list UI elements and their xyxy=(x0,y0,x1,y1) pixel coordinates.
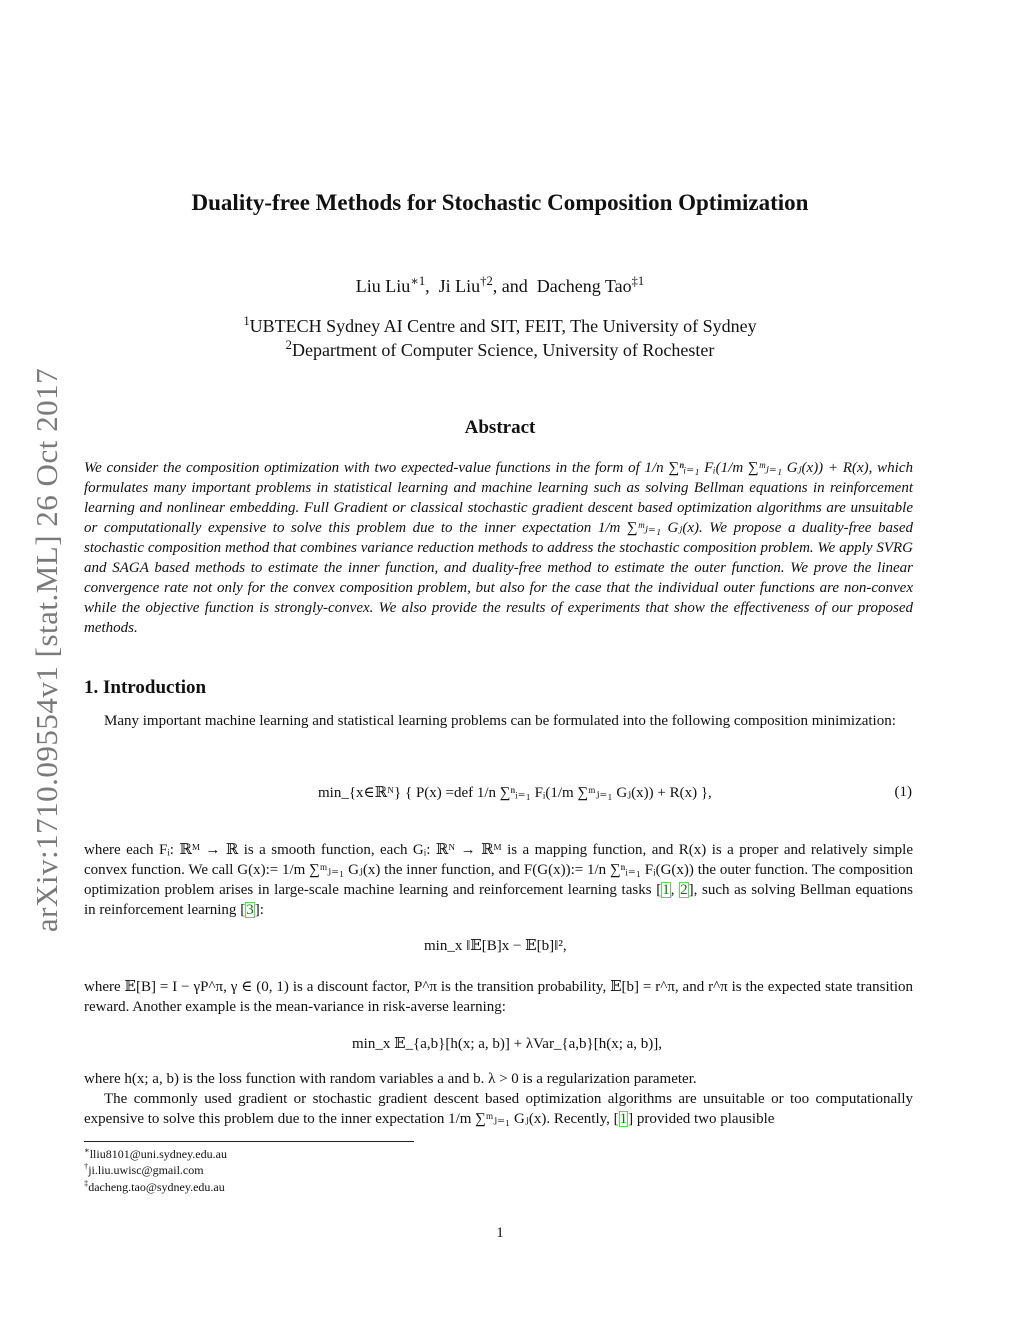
intro-paragraph: where h(x; a, b) is the loss function with random variables a and b. λ > 0 is a regularization parameter. xyxy=(84,1071,697,1087)
paragraph-text: where each Fᵢ: ℝᴹ → ℝ is a smooth function, each Gᵢ: ℝᴺ → ℝᴹ is a mapping function, and R(x) is a proper and relatively simple convex function. We call G(x):= 1/m ∑ᵐⱼ₌₁ Gⱼ(x) the inner function, and F(G(x)):= 1/n ∑ⁿᵢ₌₁ Fᵢ(G(x)) the outer function. The composition optimization problem arises in large-scale machine learning and reinforcement learning tasks xyxy=(84,842,913,898)
page-number: 1 xyxy=(496,1225,504,1241)
author-marks: †2 xyxy=(480,274,493,288)
author-name: Liu Liu xyxy=(355,276,411,296)
author-marks: ∗1 xyxy=(410,274,426,288)
footnote-email[interactable]: ji.liu.uwisc@gmail.com xyxy=(88,1163,204,1177)
footnote-email[interactable]: dacheng.tao@sydney.edu.au xyxy=(88,1180,225,1194)
section-heading: 1. Introduction xyxy=(84,677,207,698)
author-and: , and xyxy=(492,276,528,296)
footnote-mark: ‡ xyxy=(84,1179,89,1188)
affiliation xyxy=(0,338,1000,361)
affiliation-text: UBTECH Sydney AI Centre and SIT, FEIT, The University of Sydney xyxy=(249,316,757,336)
citation-link[interactable]: 3 xyxy=(246,902,254,918)
paragraph-text: The commonly used gradient or stochastic gradient descent based optimization algorithms are unsuitable or too computationally expensive to solve this problem due to the inner expectation 1/m ∑ᵐⱼ₌₁ Gⱼ(x). Recently, xyxy=(84,1091,913,1127)
affiliation xyxy=(0,314,1000,337)
affiliation-number: 1 xyxy=(243,314,250,328)
author-name: Dacheng Tao xyxy=(536,276,632,296)
equation-mean-variance: min_x 𝔼_{a,b}[h(x; a, b)] + λVar_{a,b}[h(x; a, b)], xyxy=(352,1036,663,1052)
paper-title: Duality-free Methods for Stochastic Composition Optimization xyxy=(191,190,809,215)
paragraph-text: : xyxy=(259,902,264,918)
arxiv-stamp-text: arXiv:1710.09554v1 [stat.ML] 26 Oct 2017 xyxy=(29,367,64,933)
intro-paragraph: Many important machine learning and statistical learning problems can be formulated into the following composition minimization: xyxy=(104,713,896,729)
footnote xyxy=(84,1179,225,1195)
intro-paragraph: The commonly used gradient or stochastic gradient descent based optimization algorithms are unsuitable or too computationally expensive to solve this problem due to the inner expectation 1/m ∑ᵐⱼ₌₁ Gⱼ(x). Recently, [1] provided two plausible xyxy=(84,1091,913,1127)
footnote xyxy=(84,1162,204,1178)
author-separator: , xyxy=(425,276,430,296)
citation-link[interactable]: 2 xyxy=(680,882,688,898)
equation-bellman: min_x ‖𝔼[B]x − 𝔼[b]‖², xyxy=(424,938,567,954)
author-list xyxy=(0,273,1000,297)
citation-link[interactable]: 1 xyxy=(619,1111,628,1127)
abstract-heading: Abstract xyxy=(464,417,536,438)
abstract-text: We consider the composition optimization with two expected-value functions in the form of 1/n ∑ⁿᵢ₌₁ Fᵢ(1/m ∑ᵐⱼ₌₁ Gⱼ(x)) + R(x), which formulates many important problems in statistical learning and machine learning such as solving Bellman equations in reinforcement learning and nonlinear embedding. Full Gradient or classical stochastic gradient descent based optimization algorithms are unsuitable or computationally expensive to solve this problem due to the inner expectation 1/m ∑ᵐⱼ₌₁ Gⱼ(x). We propose a duality-free based stochastic composition method that combines variance reduction methods to address the stochastic composition problem. We apply SVRG and SAGA based methods to estimate the inner function, and duality-free method to estimate the outer function. We prove the linear convergence rate not only for the convex composition problem, but also for the case that the individual outer functions are non-convex while the objective function is strongly-convex. We also provide the results of experiments that show the effectiveness of our proposed methods. xyxy=(84,460,913,636)
author-marks: ‡1 xyxy=(631,274,645,288)
footnote xyxy=(84,1145,227,1162)
affiliation-text: Department of Computer Science, University of Rochester xyxy=(291,340,715,360)
intro-paragraph: where 𝔼[B] = I − γP^π, γ ∈ (0, 1) is a discount factor, P^π is the transition probability, 𝔼[b] = r^π, and r^π is the expected state transition reward. Another example is the mean-variance in risk-averse learning: xyxy=(84,979,913,1015)
paragraph-text: , such as solving Bellman equations in reinforcement learning xyxy=(84,882,914,918)
author-name: Ji Liu xyxy=(438,276,481,296)
footnote-mark: † xyxy=(84,1162,89,1171)
paragraph-text: provided two plausible xyxy=(633,1111,775,1127)
equation-number: (1) xyxy=(894,784,912,800)
footnote-rule xyxy=(84,1141,414,1142)
affiliation-number: 2 xyxy=(285,338,292,352)
intro-paragraph: where each Fᵢ: ℝᴹ → ℝ is a smooth function, each Gᵢ: ℝᴺ → ℝᴹ is a mapping function, and R(x) is a proper and relatively simple convex function. We call G(x):= 1/m ∑ᵐⱼ₌₁ Gⱼ(x) the inner function, and F(G(x)):= 1/n ∑ⁿᵢ₌₁ Fᵢ(G(x)) the outer function. The composition optimization problem arises in large-scale machine learning and reinforcement learning tasks [1, 2], such as solving Bellman equations in reinforcement learning [3]: xyxy=(84,842,914,918)
footnote-email[interactable]: lliu8101@uni.sydney.edu.au xyxy=(89,1147,227,1161)
footnote-mark: ∗ xyxy=(84,1146,90,1155)
citation-link[interactable]: 1 xyxy=(662,882,670,898)
equation-composition: min_{x∈ℝᴺ} { P(x) =def 1/n ∑ⁿᵢ₌₁ Fᵢ(1/m ∑ᵐⱼ₌₁ Gⱼ(x)) + R(x) }, xyxy=(318,785,712,801)
